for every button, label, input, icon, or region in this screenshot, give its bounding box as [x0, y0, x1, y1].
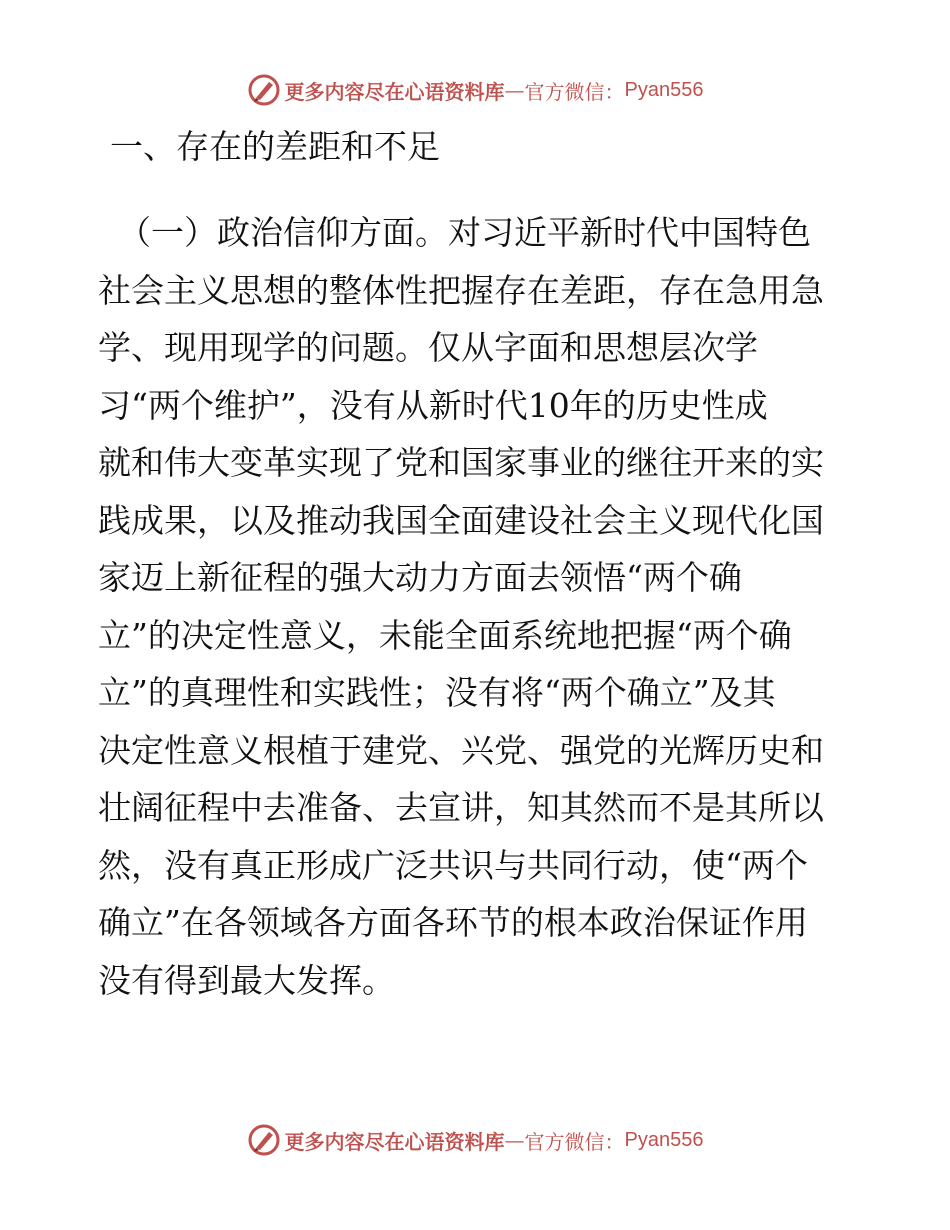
paragraph-line: 学、现用现学的问题。仅从字面和思想层次学	[98, 328, 758, 367]
paragraph-line: 立”的真理性和实践性；没有将“两个确立”及其	[98, 673, 776, 712]
header-watermark-banner	[0, 70, 950, 110]
wechat-label: 官方微信：	[524, 79, 625, 104]
site-name: 更多内容尽在心语资料库	[284, 79, 505, 104]
wechat-id: Pyan556	[624, 78, 704, 101]
paragraph-line: 壮阔征程中去准备、去宣讲，知其然而不是其所以	[98, 788, 824, 827]
quill-logo-icon	[247, 73, 281, 107]
paragraph-line: 立”的决定性意义，未能全面系统地把握“两个确	[98, 615, 792, 655]
section-heading: 一、存在的差距和不足	[110, 127, 440, 166]
site-name: 更多内容尽在心语资料库	[284, 1129, 505, 1154]
quill-logo-icon	[247, 1123, 281, 1157]
paragraph-line: 社会主义思想的整体性把握存在差距，存在急用急	[98, 270, 824, 310]
separator-dash: —	[504, 78, 525, 102]
paragraph-line: 然，没有真正形成广泛共识与共同行动，使“两个	[98, 845, 808, 885]
wechat-id: Pyan556	[624, 1128, 704, 1151]
paragraph-line: 就和伟大变革实现了党和国家事业的继往开来的实	[98, 443, 824, 482]
paragraph-line: 践成果，以及推动我国全面建设社会主义现代化国	[98, 500, 824, 540]
paragraph-line: （一）政治信仰方面。对习近平新时代中国特色	[118, 213, 811, 252]
separator-dash: —	[504, 1128, 525, 1152]
paragraph-line: 家迈上新征程的强大动力方面去领悟“两个确	[98, 558, 742, 597]
paragraph-line: 确立”在各领域各方面各环节的根本政治保证作用	[98, 903, 808, 942]
paragraph-line: 没有得到最大发挥。	[98, 960, 395, 1000]
paragraph-line: 决定性意义根植于建党、兴党、强党的光辉历史和	[98, 730, 824, 770]
paragraph-political-belief	[98, 204, 858, 1009]
wechat-label: 官方微信：	[524, 1129, 625, 1154]
footer-watermark-banner	[0, 1120, 950, 1160]
document-body	[98, 120, 858, 1009]
paragraph-line: 习“两个维护”，没有从新时代10年的历史性成	[98, 385, 768, 425]
